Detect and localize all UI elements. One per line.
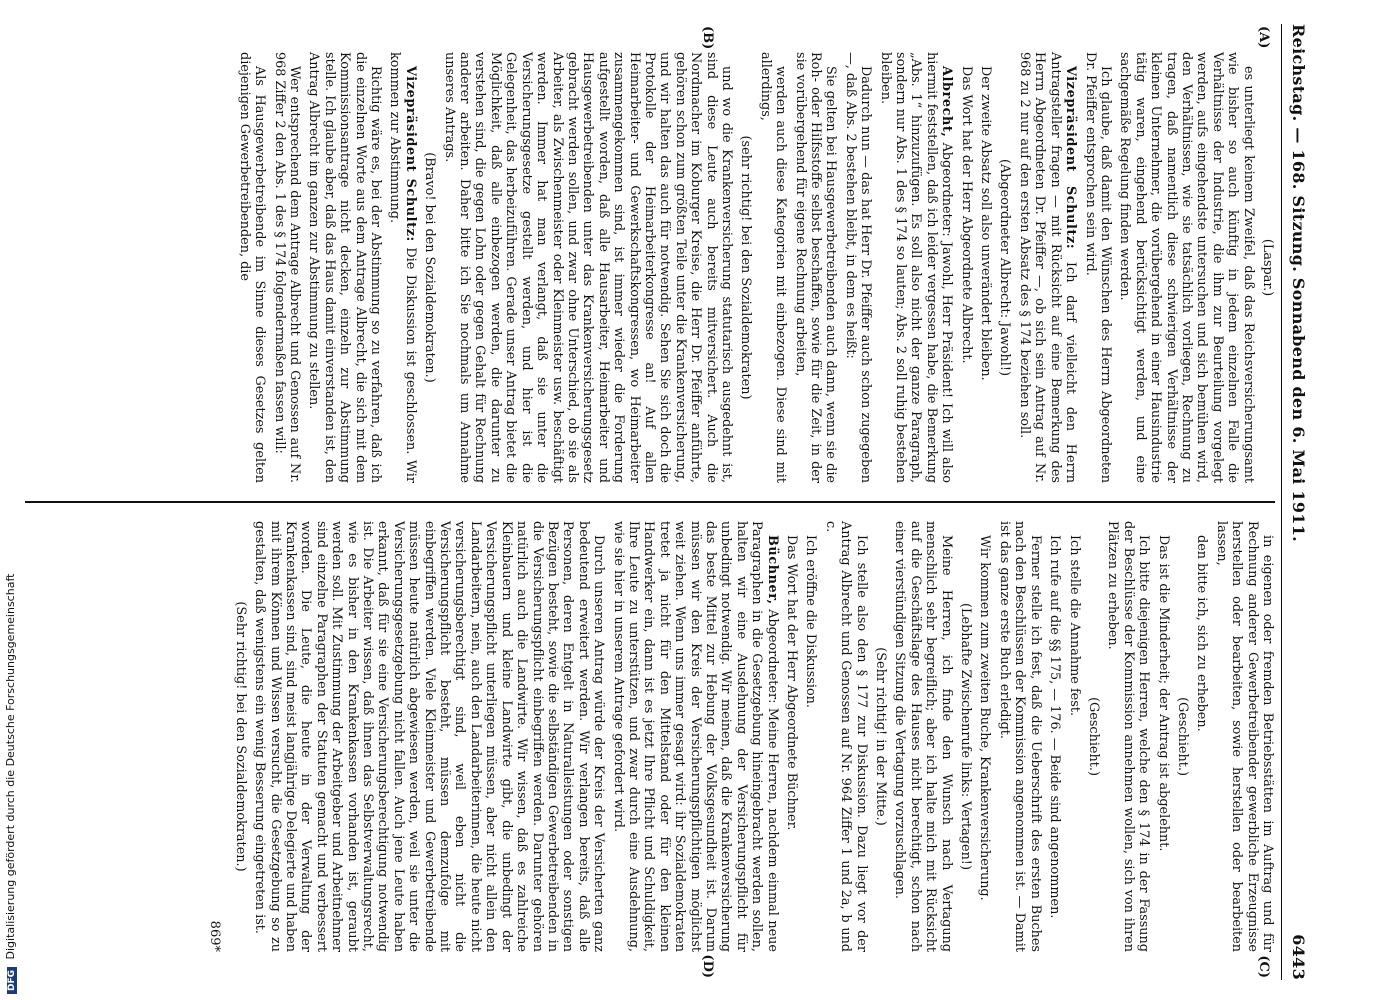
speaker-name: Vizepräsident Schultz: xyxy=(1063,66,1079,250)
text-columns xyxy=(25,24,1275,980)
page-header xyxy=(1281,24,1308,980)
interjection: (Geschieht.) xyxy=(1174,697,1190,776)
sidebar-credit xyxy=(4,0,18,994)
paragraph: Ich stelle also den § 177 zur Diskussion. Dazu liegt vor der Antrag Albrecht und Genossen auf Nr. 964 Ziffer 1 und 2a, b und c. xyxy=(822,521,869,952)
digitization-sidebar xyxy=(4,0,18,1000)
speech-text: Abgeordneter: Jawohl, Herr Präsident! Ich will also hiermit feststellen, daß ich leider vergessen habe, die Bemerkung „Abs. 1“ hinzuzufügen. Es soll also nicht der ganze Paragraph, sondern nur Abs. 1 des § 174 so lauten; Abs. 2 soll ruhig bestehen bleiben. xyxy=(877,52,955,483)
paragraph: es unterliegt keinem Zweifel, daß das Reichsversicherungsamt wie bisher so auch künftig in jedem einzelnen Falle die Verhältnisse der Industrie, die ihm zur Beurteilung vorgelegt werden, aufs eingehendste untersuchen und sich bemühen wird, den Verhältnissen, wie sie tatsächlich vorliegen, Rechnung zu tragen, daß namentlich diese schwierigen Verhältnisse der kleinen Unternehmer, die vorübergehend in einer Hausindustrie tätig waren, eingehend berücksichtigt werden, und eine sachgemäße Regelung finden werden. xyxy=(1117,52,1256,483)
paragraph: Das ist die Minderheit; der Antrag ist abgelehnt. xyxy=(1155,535,1171,852)
paragraph: Ich eröffne die Diskussion. xyxy=(803,535,819,708)
interjection: (Sehr richtig! bei den Sozialdemokraten.) xyxy=(232,601,248,872)
paragraph: Meine Herren, ich finde den Wunsch nach Vertagung menschlich sehr begreiflich; aber ich halte mich mit Rücksicht auf die Geschäftslage des Hauses nicht berechtigt, schon nach einer vierstündigen Sitzung die Vertagung vorzuschlagen. xyxy=(892,521,954,952)
speaker-name: Büchner, xyxy=(764,535,780,605)
interjection: (Bravo! bei den Sozialdemokraten.) xyxy=(422,152,438,383)
speaker-paragraph xyxy=(610,521,779,952)
paragraph: Ich bitte diejenigen Herren, welche den § 174 in der Fassung der Beschlüsse der Kommission annehmen wollen, sich von ihren Plätzen zu erheben. xyxy=(1105,521,1152,952)
speech-text: Ich darf vielleicht den Herrn Antragsteller fragen — mit Rücksicht auf eine Bemerkung des Herrn Abgeordneten Dr. Pfeiffer —, ob sich sein Antrag auf Nr. 968 zu 2 nur auf den ersten Absatz des § 174 beziehen soll. xyxy=(1016,52,1079,483)
interjection: (sehr richtig! bei den Sozialdemokraten) xyxy=(738,135,754,400)
paragraph: den bitte ich, sich zu erheben. xyxy=(1194,535,1210,732)
interjection: (Sehr richtig! in der Mitte.) xyxy=(873,647,889,826)
paragraph: Wir kommen zum zweiten Buche, Krankenversicherung. xyxy=(977,535,993,901)
margin-marker-b: (B) xyxy=(700,26,715,50)
paragraph: Sie gelten bei Hausgewerbetreibenden auch dann, wenn sie die Roh- oder Hilfsstoffe selbst beschaffen, sowie für die Zeit, in der sie vorübergehend für eigene Rechnung arbeiten, xyxy=(792,52,839,483)
paragraph: Ferner stelle ich fest, daß die Ueberschrift des ersten Buches nach den Beschlüssen der Kommission angenommen ist. — Damit ist das ganze erste Buch erledigt. xyxy=(996,521,1043,952)
paragraph: Das Wort hat der Herr Abgeordnete Albrecht. xyxy=(958,66,974,364)
speaker-name: Vizepräsident Schultz: xyxy=(402,66,418,242)
speech-text: Die Diskussion ist geschlossen. Wir kommen zur Abstimmung. xyxy=(387,52,418,484)
paragraph: Das Wort hat der Herr Abgeordnete Büchner. xyxy=(784,535,800,831)
paragraph: Der zweite Absatz soll also unverändert bleiben. xyxy=(978,66,994,381)
sidebar-credit-text: Digitalisierung gefördert durch die Deutsche Forschungsgemeinschaft xyxy=(4,573,17,960)
interjection: (Lebhafte Zwischenrufe links: Vertagen!) xyxy=(958,603,974,870)
speech-text: Abgeordneter: Meine Herren, nachdem einmal neue Paragraphen in die Gesetzgebung hineingebracht werden sollen, halten wir eine Ausdehnung der Versicherungspflicht für unbedingt notwendig. Wir meinen, daß die Krankenversicherung das beste Mittel zur Hebung der Volksgesundheit ist. Darum müssen wir den Kreis der Versicherungspflichtigen möglichst weit ziehen. Wenn uns immer gesagt wird: ihr Sozialdemokraten tretet ja nicht für den Mittelstand oder für den kleinen Handwerker ein, dann ist es jetzt Ihre Pflicht und Schuldigkeit, Ihre Leute zu unterstützen, und zwar durch eine Ausdehnung, wie sie hier in unserem Antrage gefordert wird. xyxy=(610,521,780,952)
paragraph: in eigenen oder fremden Betriebsstätten im Auftrag und für Rechnung anderer Gewerbetreibender gewerbliche Erzeugnisse herstellen oder bearbeiten, sowie herstellen oder bearbeiten lassen, xyxy=(1213,521,1275,952)
speaker-name: Albrecht, xyxy=(939,66,955,138)
paragraph: und wo die Krankenversicherung statutarisch ausgedehnt ist, sind diese Leute auch bereits mitversichert. Auch die Nordmacher im Koburger Kreise, die Herr Dr. Pfeiffer anführte, gehören schon zum größten Teile unter die Krankenversicherung, und wir halten das auch für notwendig. Sehen Sie sich doch die Protokolle der Heimarbeiterkongresse an! Auf allen Heimarbeiter- und Gewerkschaftskongressen, wo Heimarbeiter zusammengekommen sind, ist immer wieder die Forderung aufgestellt worden, daß alle Hausarbeiter, Heimarbeiter und Hausgewerbetreibenden unter das Krankenversicherungsgesetz gebracht werden sollen, und zwar ohne Unterschied, ob sie als Arbeiter, als Zwischenmeister oder Kleinmeister usw. beschäftigt werden. Immer hat man verlangt, daß sie unter die Versicherungsgesetze gestellt werden, und hier ist die Gelegenheit, das herbeizuführen. Gerade unser Antrag bietet die Möglichkeit, daß alle einbezogen werden, die darunter zu verstehen sind, die gegen Lohn oder gegen Gehalt für Rechnung anderer arbeiten. Daher bitte ich Sie nochmals um Annahme unseres Antrags. xyxy=(441,52,734,483)
page-number: 6443 xyxy=(1289,934,1308,980)
margin-marker-c: (C) xyxy=(1256,955,1271,978)
paragraph: Dadurch nun — das hat Herr Dr. Pfeiffer auch schon zugegeben —, daß Abs. 2 bestehen bleibt, in dem es heißt: xyxy=(842,52,874,483)
paragraph: Richtig wäre es, bei der Abstimmung so zu verfahren, daß ich die einzelnen Worte aus dem Antrage Albrecht, die sich mit dem Kommissionsantrage nicht decken, einzeln zur Abstimmung stelle. Ich glaube aber, daß das Haus damit einverstanden ist, den Antrag Albrecht im ganzen zur Abstimmung zu stellen. xyxy=(306,52,384,483)
right-column xyxy=(25,503,1275,980)
paragraph: Ich stelle die Annahme fest. xyxy=(1066,535,1082,717)
interjection: (Abgeordneter Albrecht: Jawohl!) xyxy=(997,159,1013,376)
paragraph: Ich glaube, daß damit den Wünschen des Herrn Abgeordneten Dr. Pfeiffer entsprochen sein wird. xyxy=(1082,52,1113,483)
paragraph: Wer entsprechend dem Antrage Albrecht und Genossen auf Nr. 968 Ziffer 2 den Abs. 1 des § 174 folgendermaßen fassen will: xyxy=(271,52,303,483)
interjection: (Laspar.) xyxy=(1260,238,1275,297)
paragraph: Ich rufe auf die §§ 175, — 176. — Beide sind angenommen. xyxy=(1047,535,1063,919)
interjection: (Geschieht.) xyxy=(1085,697,1101,776)
speaker-paragraph xyxy=(1017,52,1079,483)
paragraph: werden auch diese Kategorien mit einbezogen. Diese sind mit allerdings, xyxy=(757,52,789,483)
header-title: Reichstag. — 168. Sitzung. Sonnabend den 6. Mai 1911. xyxy=(1289,24,1308,543)
paragraph: Als Hausgewerbetreibende im Sinne dieses Gesetzes gelten diejenigen Gewerbetreibenden, die xyxy=(236,52,268,483)
margin-marker-a: (A) xyxy=(1256,26,1271,49)
margin-marker-d: (D) xyxy=(700,954,715,978)
paragraph: Durch unseren Antrag würde der Kreis der Versicherten ganz bedeutend erweitert werden. Wir verlangen bereits, daß alle Personen, deren Entgelt in Naturalleistungen oder sonstigen Bezügen besteht, sowie die selbständigen Gewerbetreibenden in die Versicherungspflicht einbegriffen werden. Darunter gehören natürlich auch die Landwirte. Wir wissen, daß es zahlreiche Kleinbauern und kleine Landwirte gibt, die unbedingt der Versicherungspflicht unterliegen müssen, aber nicht allein den Landarbeitern, nein, auch den Landarbeiterinnen, die heute nicht versicherungsberechtigt sind, weil eben nicht die Versicherungspflicht besteht, müssen demzufolge mit einbegriffen werden. Viele Kleinmeister und Gewerbetreibende müssen heute natürlich abgewiesen werden, weil sie unter die Versicherungsgesetzgebung nicht fallen. Auch jene Leute haben erkannt, daß für sie eine Versicherungsberechtigung notwendig ist. Die Arbeiter wissen, daß ihnen das Selbstverwaltungsrecht, wie es bisher in den Krankenkassen vorhanden ist, geraubt werden soll. Mit Zustimmung der Arbeitgeber und Arbeitnehmer sind einzelne Paragraphen der Statuten gemacht und verbessert worden. Die Leute, die heute in der Verwaltung der Krankenkassen sind, sind meist langjährige Delegierte und haben mit ihrem Können und Wissen versucht, die Gesetzgebung so zu gestalten, daß wenigstens ein wenig Besserung eingetreten ist. xyxy=(252,521,607,952)
signature-mark: 869* xyxy=(207,920,223,952)
speaker-paragraph xyxy=(877,52,954,483)
left-column xyxy=(25,24,1275,501)
dfg-logo: DFG xyxy=(7,967,17,994)
speaker-paragraph xyxy=(387,52,418,483)
